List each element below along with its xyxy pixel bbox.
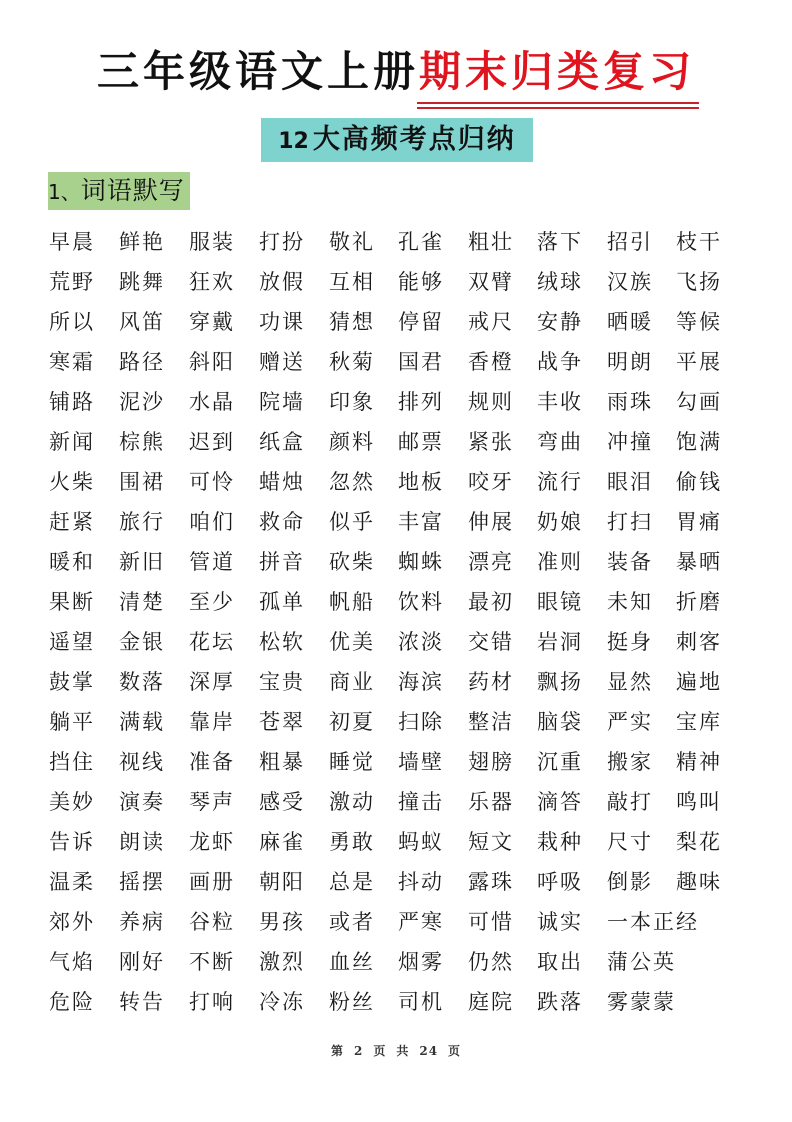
vocab-word: 战争 (537, 350, 583, 374)
vocab-word: 枝干 (676, 230, 722, 254)
vocab-word: 初夏 (329, 710, 375, 734)
vocab-word: 安静 (537, 310, 583, 334)
vocab-word: 棕熊 (119, 430, 165, 454)
vocab-word: 鸣叫 (676, 790, 722, 814)
vocab-word: 新旧 (119, 550, 165, 574)
vocab-word: 双臂 (468, 270, 514, 294)
vocab-word: 地板 (398, 470, 444, 494)
vocab-word: 刺客 (676, 630, 722, 654)
vocab-word: 岩洞 (537, 630, 583, 654)
vocab-word: 雨珠 (607, 390, 653, 414)
section-title: 词语默写 (80, 176, 185, 205)
vocab-word: 浓淡 (398, 630, 444, 654)
vocab-word: 打扮 (259, 230, 305, 254)
vocab-word: 翅膀 (468, 750, 514, 774)
vocab-word: 墙壁 (398, 750, 444, 774)
vocab-word: 水晶 (189, 390, 235, 414)
vocab-word: 朝阳 (259, 870, 305, 894)
vocab-word: 准备 (189, 750, 235, 774)
footer-total-pages: 24 (419, 1044, 439, 1058)
vocab-word: 规则 (468, 390, 514, 414)
vocab-word: 挺身 (607, 630, 653, 654)
vocab-word: 满载 (119, 710, 165, 734)
vocab-word: 院墙 (259, 390, 305, 414)
vocab-word: 管道 (189, 550, 235, 574)
vocab-word: 激动 (329, 790, 375, 814)
vocab-word: 冲撞 (607, 430, 653, 454)
vocab-word: 朗读 (119, 830, 165, 854)
vocab-word: 跌落 (537, 990, 583, 1014)
word-row (49, 822, 749, 862)
vocab-word: 整洁 (468, 710, 514, 734)
page-footer (0, 1042, 792, 1059)
vocab-word: 男孩 (259, 910, 305, 934)
word-row (49, 622, 749, 662)
vocab-word: 纸盒 (259, 430, 305, 454)
vocab-word: 装备 (607, 550, 653, 574)
vocab-word: 果断 (49, 590, 95, 614)
vocab-word: 粉丝 (329, 990, 375, 1014)
vocab-word: 折磨 (676, 590, 722, 614)
vocab-word: 睡觉 (329, 750, 375, 774)
vocab-word: 互相 (329, 270, 375, 294)
word-row (49, 862, 749, 902)
vocab-word: 谷粒 (189, 910, 235, 934)
subtitle-badge (261, 118, 533, 162)
vocab-word: 宝贵 (259, 670, 305, 694)
vocab-word: 躺平 (49, 710, 95, 734)
vocab-word: 宝库 (676, 710, 722, 734)
vocab-word: 能够 (398, 270, 444, 294)
vocab-word: 国君 (398, 350, 444, 374)
vocab-word: 刚好 (119, 950, 165, 974)
vocab-word: 迟到 (189, 430, 235, 454)
vocab-word: 取出 (537, 950, 583, 974)
vocab-word: 旅行 (119, 510, 165, 534)
vocab-word: 梨花 (676, 830, 722, 854)
vocab-word: 穿戴 (189, 310, 235, 334)
vocab-word: 服装 (189, 230, 235, 254)
vocab-word: 麻雀 (259, 830, 305, 854)
vocab-word: 优美 (329, 630, 375, 654)
vocab-word: 飞扬 (676, 270, 722, 294)
vocab-word: 不断 (189, 950, 235, 974)
vocab-word: 救命 (259, 510, 305, 534)
vocab-word: 搬家 (607, 750, 653, 774)
vocab-word: 雾蒙蒙 (607, 990, 676, 1014)
vocab-word: 秋菊 (329, 350, 375, 374)
vocab-word: 庭院 (468, 990, 514, 1014)
vocab-word: 泥沙 (119, 390, 165, 414)
vocab-word: 脑袋 (537, 710, 583, 734)
word-row (49, 782, 749, 822)
title-underline-top (417, 102, 699, 104)
vocab-word: 感受 (259, 790, 305, 814)
vocab-word: 鲜艳 (119, 230, 165, 254)
word-row (49, 302, 749, 342)
vocab-word: 倒影 (607, 870, 653, 894)
vocab-word: 偷钱 (676, 470, 722, 494)
vocab-word: 丰富 (398, 510, 444, 534)
vocab-word: 粗壮 (468, 230, 514, 254)
vocab-word: 演奏 (119, 790, 165, 814)
page-title (0, 44, 792, 102)
subtitle-text: 大高频考点归纳 (312, 124, 516, 155)
section-heading (48, 172, 190, 210)
vocab-word: 露珠 (468, 870, 514, 894)
vocab-word: 琴声 (189, 790, 235, 814)
word-row (49, 542, 749, 582)
word-row (49, 462, 749, 502)
vocab-word: 郊外 (49, 910, 95, 934)
vocab-word: 咱们 (189, 510, 235, 534)
vocab-word: 烟雾 (398, 950, 444, 974)
vocab-word: 最初 (468, 590, 514, 614)
vocab-word: 药材 (468, 670, 514, 694)
vocab-word: 尺寸 (607, 830, 653, 854)
vocab-word: 深厚 (189, 670, 235, 694)
vocab-word: 眼镜 (537, 590, 583, 614)
vocab-word: 显然 (607, 670, 653, 694)
vocab-word: 伸展 (468, 510, 514, 534)
vocab-word: 排列 (398, 390, 444, 414)
vocab-word: 花坛 (189, 630, 235, 654)
vocab-word: 滴答 (537, 790, 583, 814)
word-grid (49, 222, 749, 1022)
vocab-word: 铺路 (49, 390, 95, 414)
vocab-word: 拼音 (259, 550, 305, 574)
vocab-word: 蒲公英 (607, 950, 676, 974)
vocab-word: 准则 (537, 550, 583, 574)
vocab-word: 颜料 (329, 430, 375, 454)
vocab-word: 狂欢 (189, 270, 235, 294)
vocab-word: 招引 (607, 230, 653, 254)
vocab-word: 挡住 (49, 750, 95, 774)
vocab-word: 晒暖 (607, 310, 653, 334)
vocab-word: 孤单 (259, 590, 305, 614)
vocab-word: 清楚 (119, 590, 165, 614)
word-row (49, 382, 749, 422)
word-row (49, 902, 749, 942)
vocab-word: 早晨 (49, 230, 95, 254)
vocab-word: 交错 (468, 630, 514, 654)
vocab-word: 新闻 (49, 430, 95, 454)
vocab-word: 鼓掌 (49, 670, 95, 694)
vocab-word: 呼吸 (537, 870, 583, 894)
footer-total-label: 共 (396, 1044, 410, 1058)
vocab-word: 养病 (119, 910, 165, 934)
vocab-word: 苍翠 (259, 710, 305, 734)
vocab-word: 乐器 (468, 790, 514, 814)
title-review-part (419, 44, 695, 102)
vocab-word: 严寒 (398, 910, 444, 934)
vocab-word: 抖动 (398, 870, 444, 894)
vocab-word: 气焰 (49, 950, 95, 974)
vocab-word: 饱满 (676, 430, 722, 454)
vocab-word: 明朗 (607, 350, 653, 374)
word-row (49, 702, 749, 742)
vocab-word: 一本正经 (607, 910, 699, 934)
word-row (49, 942, 749, 982)
vocab-word: 撞击 (398, 790, 444, 814)
vocab-word: 暖和 (49, 550, 95, 574)
vocab-word: 飘扬 (537, 670, 583, 694)
word-row (49, 262, 749, 302)
vocab-word: 画册 (189, 870, 235, 894)
vocab-word: 趣味 (676, 870, 722, 894)
vocab-word: 砍柴 (329, 550, 375, 574)
vocab-word: 所以 (49, 310, 95, 334)
vocab-word: 激烈 (259, 950, 305, 974)
vocab-word: 赠送 (259, 350, 305, 374)
vocab-word: 汉族 (607, 270, 653, 294)
vocab-word: 遥望 (49, 630, 95, 654)
vocab-word: 勾画 (676, 390, 722, 414)
vocab-word: 血丝 (329, 950, 375, 974)
word-row (49, 342, 749, 382)
vocab-word: 栽种 (537, 830, 583, 854)
vocab-word: 赶紧 (49, 510, 95, 534)
vocab-word: 打扫 (607, 510, 653, 534)
word-row (49, 982, 749, 1022)
vocab-word: 寒霜 (49, 350, 95, 374)
vocab-word: 等候 (676, 310, 722, 334)
vocab-word: 金银 (119, 630, 165, 654)
vocab-word: 香橙 (468, 350, 514, 374)
vocab-word: 猜想 (329, 310, 375, 334)
vocab-word: 荒野 (49, 270, 95, 294)
vocab-word: 帆船 (329, 590, 375, 614)
vocab-word: 仍然 (468, 950, 514, 974)
vocab-word: 龙虾 (189, 830, 235, 854)
vocab-word: 至少 (189, 590, 235, 614)
vocab-word: 冷冻 (259, 990, 305, 1014)
vocab-word: 总是 (329, 870, 375, 894)
vocab-word: 平展 (676, 350, 722, 374)
section-index: 1、 (48, 180, 81, 204)
vocab-word: 未知 (607, 590, 653, 614)
title-grade-part: 三年级语文上册 (96, 47, 419, 96)
vocab-word: 蜡烛 (259, 470, 305, 494)
vocab-word: 诚实 (537, 910, 583, 934)
vocab-word: 海滨 (398, 670, 444, 694)
word-row (49, 222, 749, 262)
vocab-word: 沉重 (537, 750, 583, 774)
word-row (49, 582, 749, 622)
vocab-word: 可怜 (189, 470, 235, 494)
vocab-word: 围裙 (119, 470, 165, 494)
vocab-word: 风笛 (119, 310, 165, 334)
vocab-word: 或者 (329, 910, 375, 934)
vocab-word: 暴晒 (676, 550, 722, 574)
vocab-word: 火柴 (49, 470, 95, 494)
vocab-word: 温柔 (49, 870, 95, 894)
vocab-word: 短文 (468, 830, 514, 854)
word-row (49, 502, 749, 542)
vocab-word: 似乎 (329, 510, 375, 534)
vocab-word: 功课 (259, 310, 305, 334)
footer-mid: 页 (373, 1044, 387, 1058)
vocab-word: 路径 (119, 350, 165, 374)
vocab-word: 转告 (119, 990, 165, 1014)
vocab-word: 忽然 (329, 470, 375, 494)
word-row (49, 422, 749, 462)
vocab-word: 奶娘 (537, 510, 583, 534)
vocab-word: 咬牙 (468, 470, 514, 494)
vocab-word: 放假 (259, 270, 305, 294)
vocab-word: 印象 (329, 390, 375, 414)
footer-prefix: 第 (330, 1044, 344, 1058)
subtitle-number: 12 (278, 129, 309, 154)
vocab-word: 严实 (607, 710, 653, 734)
vocab-word: 视线 (119, 750, 165, 774)
vocab-word: 跳舞 (119, 270, 165, 294)
vocab-word: 眼泪 (607, 470, 653, 494)
vocab-word: 粗暴 (259, 750, 305, 774)
title-review-text: 期末归类复习 (419, 47, 696, 96)
vocab-word: 停留 (398, 310, 444, 334)
vocab-word: 胃痛 (676, 510, 722, 534)
vocab-word: 蚂蚁 (398, 830, 444, 854)
word-row (49, 742, 749, 782)
vocab-word: 可惜 (468, 910, 514, 934)
vocab-word: 绒球 (537, 270, 583, 294)
vocab-word: 弯曲 (537, 430, 583, 454)
vocab-word: 扫除 (398, 710, 444, 734)
vocab-word: 漂亮 (468, 550, 514, 574)
vocab-word: 敲打 (607, 790, 653, 814)
vocab-word: 危险 (49, 990, 95, 1014)
vocab-word: 美妙 (49, 790, 95, 814)
vocab-word: 落下 (537, 230, 583, 254)
vocab-word: 敬礼 (329, 230, 375, 254)
footer-suffix: 页 (448, 1044, 462, 1058)
vocab-word: 精神 (676, 750, 722, 774)
title-underline-bottom (417, 107, 699, 109)
vocab-word: 打响 (189, 990, 235, 1014)
vocab-word: 摇摆 (119, 870, 165, 894)
vocab-word: 数落 (119, 670, 165, 694)
word-row (49, 662, 749, 702)
vocab-word: 斜阳 (189, 350, 235, 374)
vocab-word: 孔雀 (398, 230, 444, 254)
vocab-word: 遍地 (676, 670, 722, 694)
vocab-word: 戒尺 (468, 310, 514, 334)
vocab-word: 蜘蛛 (398, 550, 444, 574)
vocab-word: 紧张 (468, 430, 514, 454)
vocab-word: 饮料 (398, 590, 444, 614)
vocab-word: 丰收 (537, 390, 583, 414)
vocab-word: 商业 (329, 670, 375, 694)
vocab-word: 流行 (537, 470, 583, 494)
vocab-word: 邮票 (398, 430, 444, 454)
footer-current-page: 2 (353, 1044, 364, 1058)
vocab-word: 松软 (259, 630, 305, 654)
vocab-word: 司机 (398, 990, 444, 1014)
vocab-word: 勇敢 (329, 830, 375, 854)
vocab-word: 靠岸 (189, 710, 235, 734)
vocab-word: 告诉 (49, 830, 95, 854)
